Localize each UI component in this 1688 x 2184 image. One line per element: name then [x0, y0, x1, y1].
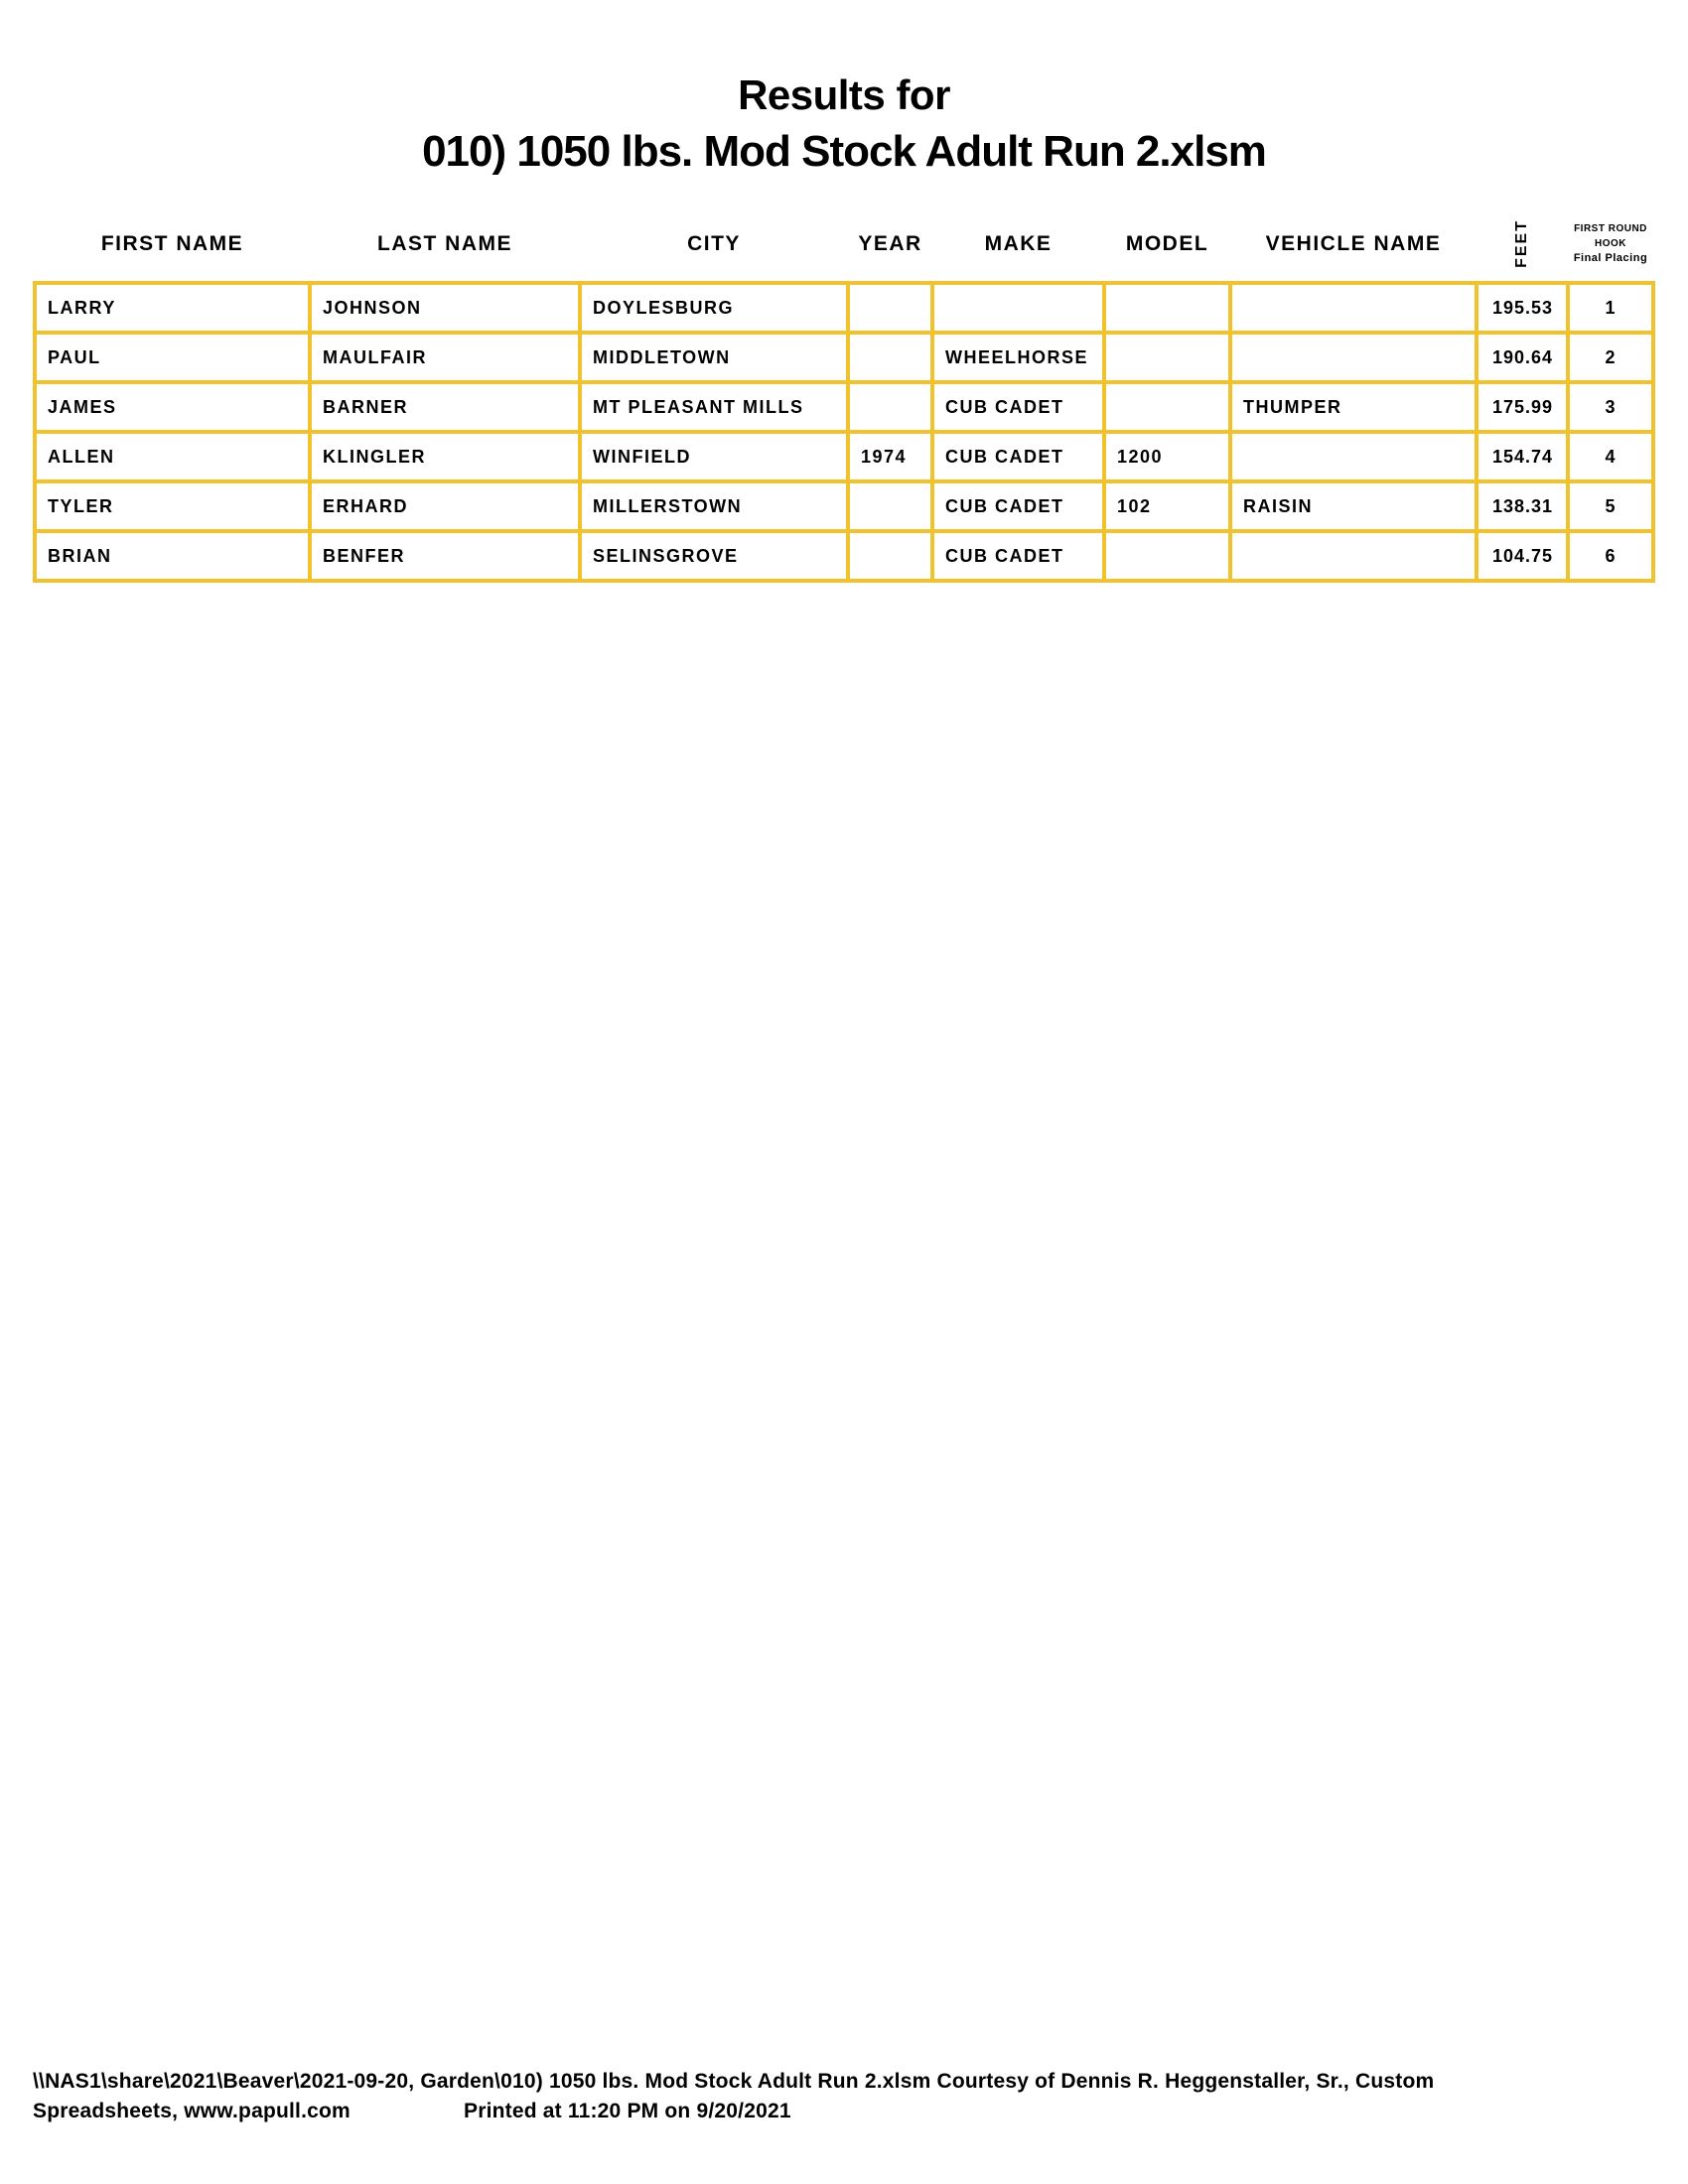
cell-city: DOYLESBURG: [582, 285, 846, 331]
cell-placing: 3: [1570, 384, 1651, 430]
cell-model: [1106, 384, 1228, 430]
column-header-vehicle-name: VEHICLE NAME: [1265, 231, 1442, 255]
cell-make: [934, 285, 1102, 331]
cell-last-name: BENFER: [312, 533, 578, 579]
footer-second-line: [33, 2097, 1661, 2126]
cell-feet: 138.31: [1478, 483, 1566, 529]
hook-header-line1: FIRST ROUND: [1574, 223, 1647, 234]
table-header-row: [33, 206, 1655, 281]
cell-city: WINFIELD: [582, 434, 846, 479]
cell-vehicle-name: THUMPER: [1232, 384, 1475, 430]
cell-placing: 4: [1570, 434, 1651, 479]
column-header-feet: [1478, 206, 1566, 281]
page-footer: [33, 2067, 1661, 2126]
cell-city: MT PLEASANT MILLS: [582, 384, 846, 430]
column-header-first-name: FIRST NAME: [100, 231, 244, 255]
cell-make: CUB CADET: [934, 533, 1102, 579]
page-title: Results for: [738, 71, 950, 118]
column-header-model: MODEL: [1125, 231, 1209, 255]
hook-header-line3: Final Placing: [1573, 252, 1648, 264]
cell-make: CUB CADET: [934, 483, 1102, 529]
cell-vehicle-name: [1232, 533, 1475, 579]
cell-year: [850, 285, 930, 331]
cell-first-name: LARRY: [37, 285, 308, 331]
column-header-last-name: LAST NAME: [377, 231, 512, 255]
cell-feet: 175.99: [1478, 384, 1566, 430]
cell-year: [850, 533, 930, 579]
cell-feet: 190.64: [1478, 335, 1566, 380]
cell-vehicle-name: [1232, 335, 1475, 380]
footer-path-line: \\NAS1\share\2021\Beaver\2021-09-20, Garden\010) 1050 lbs. Mod Stock Adult Run 2.xlsm Courtesy of Dennis R. Heggenstaller, Sr., Custom: [33, 2070, 1435, 2093]
cell-model: [1106, 335, 1228, 380]
cell-last-name: ERHARD: [312, 483, 578, 529]
column-header-year: YEAR: [858, 231, 922, 255]
cell-first-name: PAUL: [37, 335, 308, 380]
feet-rotated-label: FEET: [1513, 219, 1530, 268]
footer-spreadsheets-text: Spreadsheets, www.papull.com: [33, 2100, 351, 2122]
footer-printed-timestamp: Printed at 11:20 PM on 9/20/2021: [464, 2100, 791, 2122]
column-header-make: MAKE: [984, 231, 1053, 255]
cell-model: [1106, 533, 1228, 579]
cell-make: CUB CADET: [934, 434, 1102, 479]
column-header-final-placing: [1570, 221, 1651, 266]
hook-header-line2: HOOK: [1595, 238, 1626, 249]
cell-first-name: JAMES: [37, 384, 308, 430]
cell-year: 1974: [850, 434, 930, 479]
cell-make: CUB CADET: [934, 384, 1102, 430]
cell-year: [850, 483, 930, 529]
cell-city: MILLERSTOWN: [582, 483, 846, 529]
cell-vehicle-name: [1232, 434, 1475, 479]
cell-make: WHEELHORSE: [934, 335, 1102, 380]
column-header-city: CITY: [687, 231, 741, 255]
cell-feet: 154.74: [1478, 434, 1566, 479]
page-subtitle-filename: 010) 1050 lbs. Mod Stock Adult Run 2.xlsm: [422, 127, 1266, 176]
cell-year: [850, 335, 930, 380]
cell-placing: 1: [1570, 285, 1651, 331]
cell-model: 102: [1106, 483, 1228, 529]
cell-last-name: BARNER: [312, 384, 578, 430]
cell-model: [1106, 285, 1228, 331]
cell-city: MIDDLETOWN: [582, 335, 846, 380]
results-table: [33, 281, 1655, 583]
cell-feet: 195.53: [1478, 285, 1566, 331]
cell-first-name: BRIAN: [37, 533, 308, 579]
cell-feet: 104.75: [1478, 533, 1566, 579]
cell-vehicle-name: [1232, 285, 1475, 331]
cell-first-name: TYLER: [37, 483, 308, 529]
cell-year: [850, 384, 930, 430]
cell-placing: 6: [1570, 533, 1651, 579]
cell-last-name: JOHNSON: [312, 285, 578, 331]
cell-last-name: MAULFAIR: [312, 335, 578, 380]
cell-vehicle-name: RAISIN: [1232, 483, 1475, 529]
cell-last-name: KLINGLER: [312, 434, 578, 479]
cell-first-name: ALLEN: [37, 434, 308, 479]
cell-placing: 5: [1570, 483, 1651, 529]
cell-model: 1200: [1106, 434, 1228, 479]
cell-city: SELINSGROVE: [582, 533, 846, 579]
cell-placing: 2: [1570, 335, 1651, 380]
